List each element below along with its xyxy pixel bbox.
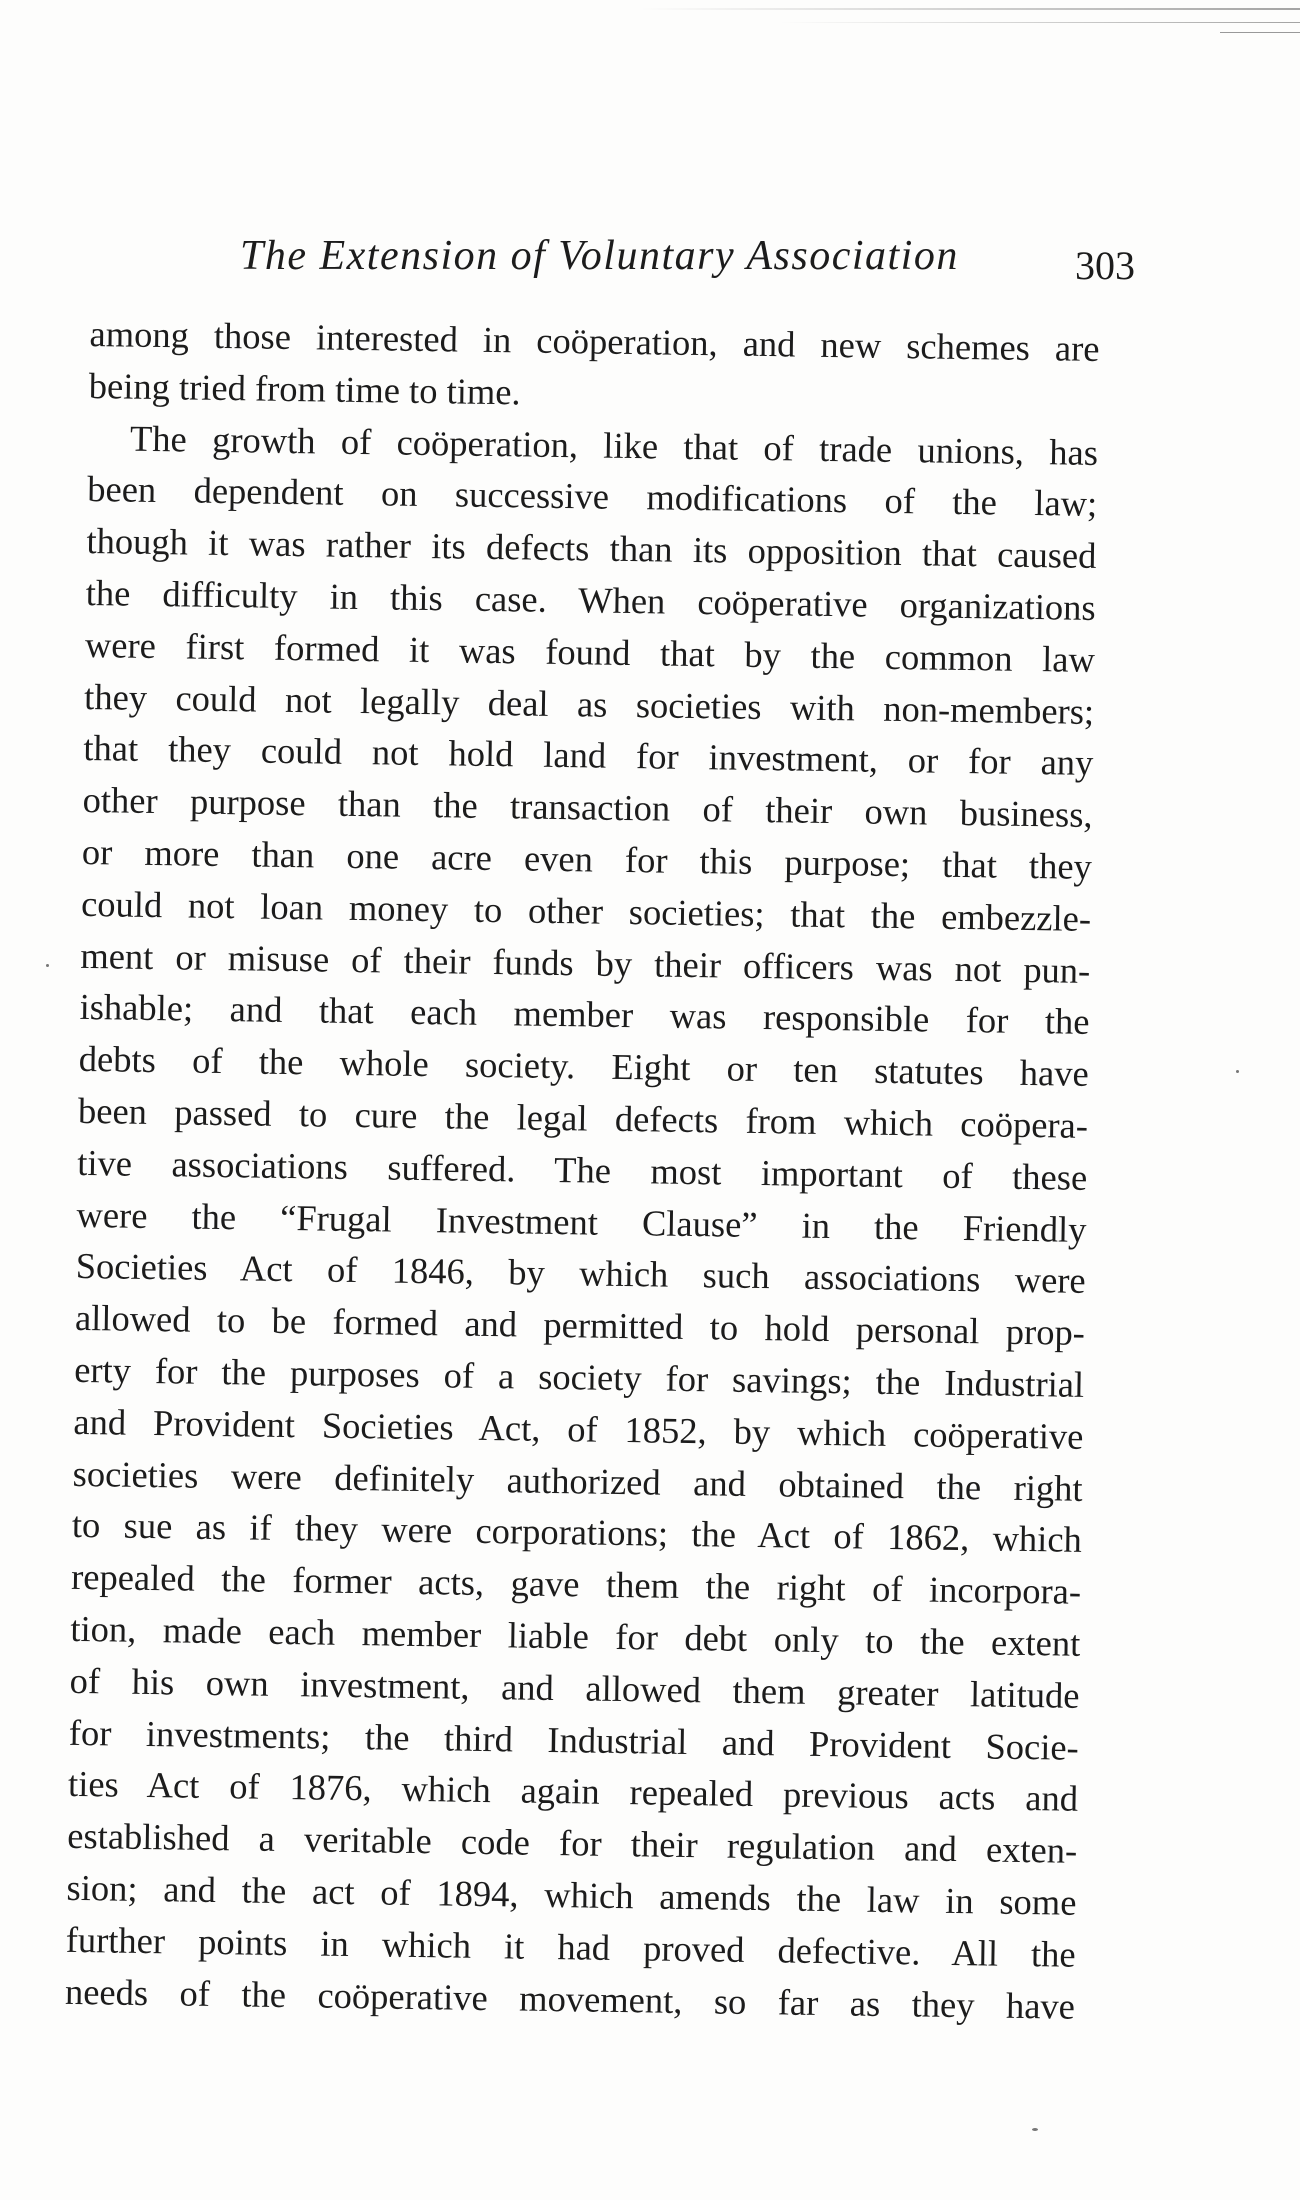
text-line: that they could not hold land for investment, or for any xyxy=(83,727,1094,784)
text-line: been dependent on successive modifications of the law; xyxy=(87,468,1098,525)
text-line: tive associations suffered. The most important of these xyxy=(77,1141,1088,1198)
text-line: were first formed it was found that by the common law xyxy=(84,623,1096,680)
text-line: and Provident Societies Act, of 1852, by which coöperative xyxy=(73,1400,1084,1457)
text-line: though it was rather its defects than its opposition that caused xyxy=(86,520,1097,577)
text-line: debts of the whole society. Eight or ten statutes have xyxy=(78,1038,1090,1095)
text-line: needs of the coöperative movement, so far as they have xyxy=(64,1970,1076,2027)
text-line: being tried from time to time. xyxy=(88,364,521,413)
scan-speck xyxy=(46,964,49,967)
text-line: ties Act of 1876, which again repealed previous acts and xyxy=(67,1763,1079,1820)
text-line: they could not legally deal as societies with non-members; xyxy=(83,675,1095,732)
text-line: or more than one acre even for this purpose; that they xyxy=(81,830,1093,887)
text-line: erty for the purposes of a society for savings; the Industrial xyxy=(73,1348,1085,1405)
text-line: to sue as if they were corporations; the Act of 1862, which xyxy=(71,1504,1083,1561)
text-line: for investments; the third Industrial and Provident Socie- xyxy=(68,1711,1080,1768)
text-line: been passed to cure the legal defects from which coöpera- xyxy=(77,1089,1089,1146)
text-line: allowed to be formed and permitted to hold personal prop- xyxy=(74,1297,1086,1354)
text-line: ment or misuse of their funds by their officers was not pun- xyxy=(80,934,1091,991)
text-line: repealed the former acts, gave them the right of incorpora- xyxy=(70,1555,1082,1612)
scan-edge-line xyxy=(640,8,1300,10)
scan-speck xyxy=(1032,2128,1038,2131)
scan-edge-line xyxy=(1220,32,1300,33)
text-line: of his own investment, and allowed them greater latitude xyxy=(69,1659,1080,1716)
text-line: established a veritable code for their regulation and exten- xyxy=(67,1814,1078,1871)
text-line: the difficulty in this case. When coöperative organizations xyxy=(85,571,1096,628)
text-line: The growth of coöperation, like that of trade unions, has xyxy=(129,417,1099,473)
body-text xyxy=(65,308,1150,2033)
text-line: further points in which it had proved defective. All the xyxy=(65,1918,1076,1975)
scan-edge-line xyxy=(780,22,1300,23)
page-header xyxy=(240,232,1140,302)
text-line: other purpose than the transaction of their own business, xyxy=(82,779,1093,836)
text-line: tion, made each member liable for debt only to the extent xyxy=(70,1607,1081,1664)
text-line: among those interested in coöperation, and new schemes are xyxy=(89,312,1100,369)
text-line: ishable; and that each member was responsible for the xyxy=(79,986,1090,1043)
page-number: 303 xyxy=(1075,243,1135,288)
text-line: could not loan money to other societies; that the embezzle- xyxy=(80,882,1092,939)
text-line: societies were definitely authorized and obtained the right xyxy=(72,1452,1083,1509)
text-line: Societies Act of 1846, by which such associations were xyxy=(75,1245,1086,1302)
text-line: were the “Frugal Investment Clause” in the Friendly xyxy=(76,1193,1087,1250)
text-line: sion; and the act of 1894, which amends the law in some xyxy=(66,1866,1077,1923)
scan-speck xyxy=(1236,1070,1239,1073)
running-title: The Extension of Voluntary Association xyxy=(240,233,959,279)
